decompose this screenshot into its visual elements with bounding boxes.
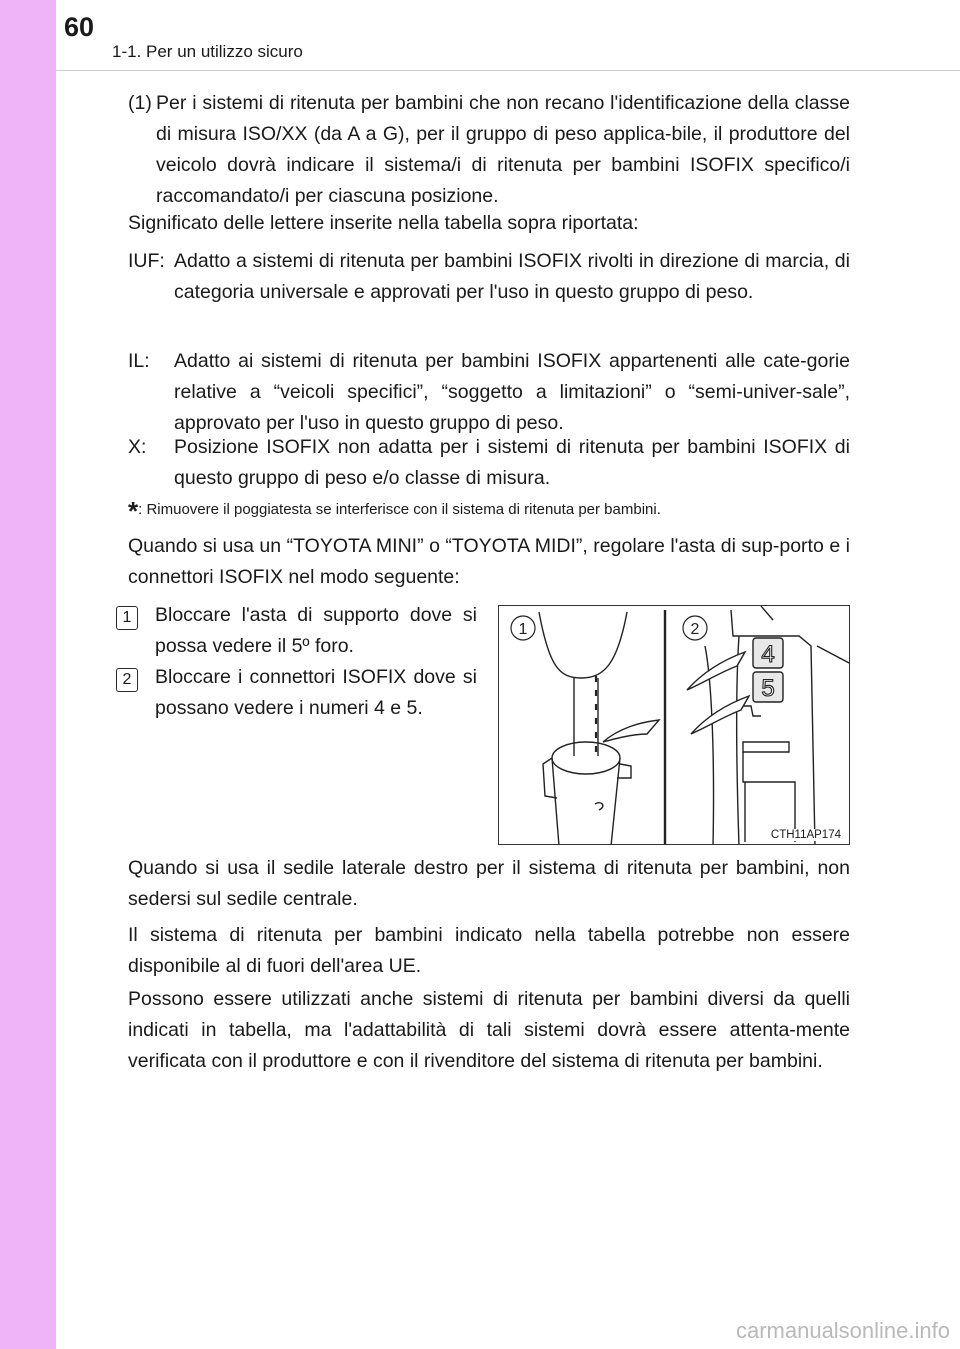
marking-5: 5 [761,675,775,702]
legend-text: Adatto a sistemi di ritenuta per bambini ISOFIX rivolti in direzione di marcia, di categoria universale e approvati per l'uso in questo gruppo di peso. [174,250,850,303]
paragraph-availability: Il sistema di ritenuta per bambini indicato nella tabella potrebbe non essere disponibile al di fuori dell'area UE. [128,924,850,977]
marking-4: 4 [761,641,775,668]
sidebar-tab [0,0,56,1349]
footnote-text: : Rimuovere il poggiatesta se interferisce con il sistema di ritenuta per bambini. [138,501,661,518]
legend-code: X: [128,436,147,458]
note-1-text: Per i sistemi di ritenuta per bambini che non recano l'identificazione della classe di misura ISO/XX (da A a G), per il gruppo di peso applica-bile, il produttore del veicolo dovrà indicare il sistema/i di ritenuta per bambini ISOFIX specifico/i raccomandato/i per ciascuna posizione. [156,92,850,207]
toyota-paragraph: Quando si usa un “TOYOTA MINI” o “TOYOTA MIDI”, regolare l'asta di sup-porto e i connettori ISOFIX nel modo seguente: [128,535,850,588]
legend-text: Posizione ISOFIX non adatta per i sistemi di ritenuta per bambini ISOFIX di questo gruppo di peso e/o classe di misura. [174,436,850,489]
figure-code: CTH11AP174 [770,829,841,841]
isofix-illustration [499,606,850,845]
legend-code: IL: [128,350,150,372]
isofix-figure [498,605,850,845]
legend-item-il [128,346,850,439]
step-1-number: 1 [116,606,138,630]
paragraph-right-seat: Quando si usa il sedile laterale destro per il sistema di ritenuta per bambini, non sedersi sul sedile centrale. [128,857,850,910]
step-1-text: Bloccare l'asta di supporto dove si possa vedere il 5º foro. [155,604,477,657]
legend-code: IUF: [128,250,165,272]
footnote [128,496,661,527]
header-divider [56,70,960,71]
legend-intro: Significato delle lettere inserite nella tabella sopra riportata: [128,212,639,234]
section-title: 1-1. Per un utilizzo sicuro [112,42,303,61]
page-header [0,0,960,80]
footnote-marker: * [128,496,139,526]
watermark: carmanualsonline.info [735,1318,950,1343]
step-2-text: Bloccare i connettori ISOFIX dove si possano vedere i numeri 4 e 5. [155,666,477,719]
note-1 [128,88,850,212]
callout-1: 1 [518,621,528,638]
legend-item-iuf [128,246,850,339]
page-number: 60 [64,12,95,42]
note-1-label: (1) [128,92,152,114]
legend-text: Adatto ai sistemi di ritenuta per bambini ISOFIX appartenenti alle cate-gorie relative a “veicoli specifici”, “soggetto a limitazioni” o “semi-univer-sale”, approvato per l'uso in questo gruppo di peso. [174,350,850,434]
step-2-number: 2 [116,668,138,692]
callout-2: 2 [690,621,700,638]
legend-item-x [128,432,850,494]
paragraph-other-systems: Possono essere utilizzati anche sistemi di ritenuta per bambini diversi da quelli indicati in tabella, ma l'adattabilità di tali sistemi dovrà essere attenta-mente verificata con il produttore e con il rivenditore del sistema di ritenuta per bambini. [128,988,850,1072]
